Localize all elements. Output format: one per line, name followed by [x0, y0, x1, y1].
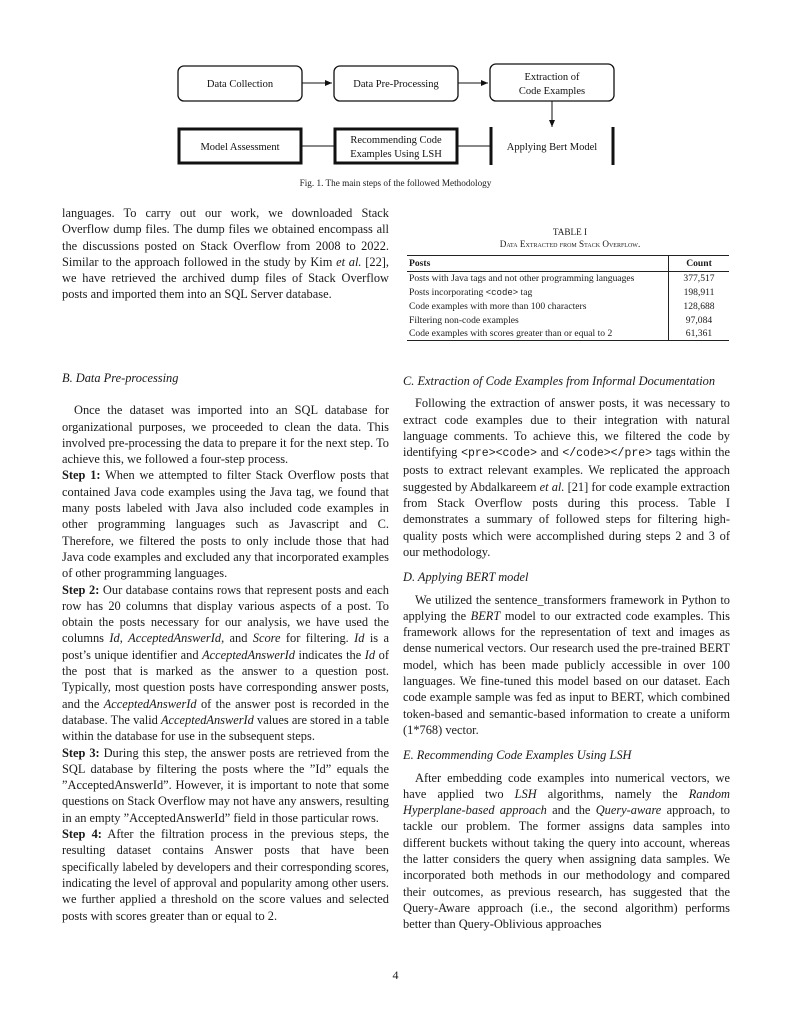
header-count: Count	[669, 256, 730, 272]
paragraph	[403, 592, 730, 739]
box-label: Examples Using LSH	[350, 149, 442, 160]
table-row	[407, 286, 729, 300]
text-run: [22], we have retrieved the archived dump files of Stack Overflow posts and imported them into an SQL Server database.	[62, 254, 390, 302]
table-row	[407, 314, 729, 327]
cell-count: 97,084	[669, 314, 730, 327]
table-row	[407, 300, 729, 313]
paragraph	[62, 467, 389, 581]
cell-count: 198,911	[669, 286, 730, 300]
text-run: Once the dataset was imported into an SQL database for organizational purposes, we proceeded to clean the data. This involved pre-processing the data to prepare it for the next step. To achieve this, we followed a four-step process.	[62, 403, 389, 467]
text-run: After embedding code examples into numerical vectors, we have applied two	[403, 770, 730, 801]
table-label: TABLE I	[552, 227, 588, 237]
step-label: Step 2:	[62, 582, 100, 597]
text-run: After the filtration process in the previous steps, the resulting dataset contains Answer posts that have been specifically labeled by developers and their corresponding scores, indicating the level of approval and popularity among other users. we further applied a threshold on the score values and selected posts with scores greater than or equal to 2.	[62, 827, 390, 923]
text-run: algorithms, namely the	[536, 786, 689, 801]
text-run: tags within the posts to extract relevant examples. We replicated the approach suggested by Abdalkareem	[403, 445, 730, 494]
text-run: When we attempted to filter Stack Overflow posts that contained Java code examples using the Java tag, we found that many posts labeled with Java also included code examples in other programming languages such as Javascript and C. Therefore, we filtered the posts to only include those that had Java code examples and excluded any that incorporated examples of other programming languages.	[62, 468, 390, 581]
text-run: languages. To carry out our work, we downloaded Stack Overflow dump files. The dump files we obtained encompass all the discussions posted on Stack Overflow from 2008 to 2022. Similar to the approach followed in the study by Kim	[62, 206, 389, 269]
step-label: Step 4:	[62, 827, 102, 842]
text-run: [21] for code example extraction from Stack Overflow posts during this process. Table I demonstrates a summary of followed steps for filtering high-quality posts which were accomplished during steps 2 and 3 of our methodology.	[403, 479, 730, 559]
code-run: <code>	[485, 287, 519, 298]
emphasis-run: Random Hyperplane-based approach	[403, 786, 730, 818]
cell-count: 377,517	[669, 272, 730, 286]
box-label: Data Pre-Processing	[353, 79, 439, 90]
table-row	[407, 327, 729, 341]
left-column-top	[62, 205, 389, 303]
section-heading: B. Data Pre-processing	[62, 371, 179, 385]
step-label: Step 1:	[62, 468, 101, 483]
emphasis-run: LSH	[514, 786, 537, 801]
text-run: indicates the	[295, 647, 365, 662]
section-heading: C. Extraction of Code Examples from Informal Documentation	[403, 374, 716, 388]
paragraph	[62, 582, 389, 745]
cell-posts: Code examples with scores greater than or equal to 2	[409, 328, 613, 340]
box-label: Code Examples	[518, 86, 586, 97]
box-label: Data Collection	[206, 79, 274, 90]
left-column	[62, 370, 389, 924]
cell-posts	[407, 286, 669, 300]
text-run: Posts incorporating	[409, 286, 486, 298]
text-run: We utilized the sentence_transformers framework in Python to applying the	[403, 592, 730, 623]
emphasis-run: Score	[252, 631, 281, 646]
emphasis-run: AcceptedAnswerId	[202, 647, 295, 662]
cell-posts: Filtering non-code examples	[409, 314, 519, 326]
cell-posts: Code examples with more than 100 characters	[409, 301, 587, 313]
paragraph	[62, 826, 389, 924]
text-run: and the	[546, 803, 596, 818]
text-run: tag	[518, 286, 533, 298]
emphasis-run: Id	[364, 647, 376, 662]
paragraph	[403, 770, 730, 933]
text-run: , and	[221, 631, 253, 646]
text-run: is a post’s unique identifier and	[62, 631, 389, 662]
page-number: 4	[392, 968, 399, 982]
cell-count: 128,688	[669, 300, 730, 313]
text-run: for filtering.	[280, 631, 355, 646]
text-run: and	[537, 445, 563, 460]
text-run: of the answer post is recorded in the database. The valid	[62, 696, 389, 727]
emphasis-run: AcceptedAnswerId	[128, 631, 222, 646]
paragraph	[403, 395, 730, 560]
paragraph	[62, 205, 389, 303]
paragraph	[62, 402, 389, 467]
text-run: model to our extracted code examples. This framework allows for the representation of text and images as dense numerical vectors. Our research used the pre-trained BERT model, which has been made publicly accessible in over 100 languages. We fine-tuned this model based on our dataset. Each code example sample was fed as input to BERT, which combined token-based and semantic-based information to create a uniform (1*768) vector.	[403, 608, 730, 737]
text-run: ,	[119, 631, 129, 646]
emphasis-run: Id	[354, 631, 365, 646]
table-title: Data Extracted from Stack Overflow.	[499, 239, 641, 249]
text-run: values are stored in a table within the database for use in the subsequent steps.	[62, 712, 389, 744]
emphasis-run: et al.	[336, 254, 362, 269]
section-heading: D. Applying BERT model	[403, 570, 529, 585]
box-label: Applying Bert Model	[506, 142, 598, 153]
emphasis-run: BERT	[470, 608, 501, 623]
box-label: Model Assessment	[200, 142, 280, 153]
table-header-row	[407, 256, 729, 272]
text-run: Following the extraction of answer posts, it was necessary to extract code examples due to their integration with natural language comments. To achieve this, we filtered the code by identifying	[403, 396, 730, 460]
box-label: Extraction of	[524, 72, 580, 83]
text-run: of the post that is marked as the answer to a question post. Typically, most question posts have corresponding answer posts, and the	[62, 647, 389, 711]
section-heading: E. Recommending Code Examples Using LSH	[403, 748, 632, 763]
data-table	[407, 255, 729, 341]
cell-posts: Posts with Java tags and not other programming languages	[409, 273, 635, 285]
header-posts: Posts	[407, 256, 669, 272]
text-run: During this step, the answer posts are retrieved from the SQL database by filtering the posts where the ”Id” equals the ”AcceptedAnswerId”. However, it is important to note that some questions on Stack Overflow may not have any answers, resulting in an empty ”AcceptedAnswerId” field in those particular rows.	[62, 745, 389, 825]
emphasis-run: Query-aware	[595, 803, 662, 818]
emphasis-run: AcceptedAnswerId	[103, 696, 197, 711]
emphasis-run: AcceptedAnswerId	[160, 712, 254, 727]
text-run: Our database contains rows that represent posts and each row has 20 columns that display various aspects of a post. To obtain the posts necessary for our analysis, we have used the columns	[62, 582, 390, 646]
methodology-diagram	[0, 0, 791, 180]
code-run: <pre><code>	[461, 447, 538, 461]
right-column	[403, 373, 730, 933]
table-row	[407, 272, 729, 286]
code-run: </code></pre>	[562, 447, 653, 461]
cell-count: 61,361	[669, 327, 730, 341]
figure-caption: Fig. 1. The main steps of the followed Methodology	[299, 178, 492, 188]
text-run: approach, to tackle our problem. The former assigns data samples into different buckets without taking the query into account, whereas the latter considers the query when assigning data samples. We incorporated both methods in our methodology and compared their outcomes, as previous research, has suggested that the Query-Aware approach (i.e., the second algorithm) performs better than Query-Oblivious approaches	[403, 803, 730, 932]
box-label: Recommending Code	[350, 135, 442, 146]
paragraph	[62, 745, 389, 826]
emphasis-run: Id	[109, 631, 120, 646]
step-label: Step 3:	[62, 745, 100, 760]
emphasis-run: et al.	[539, 479, 565, 494]
